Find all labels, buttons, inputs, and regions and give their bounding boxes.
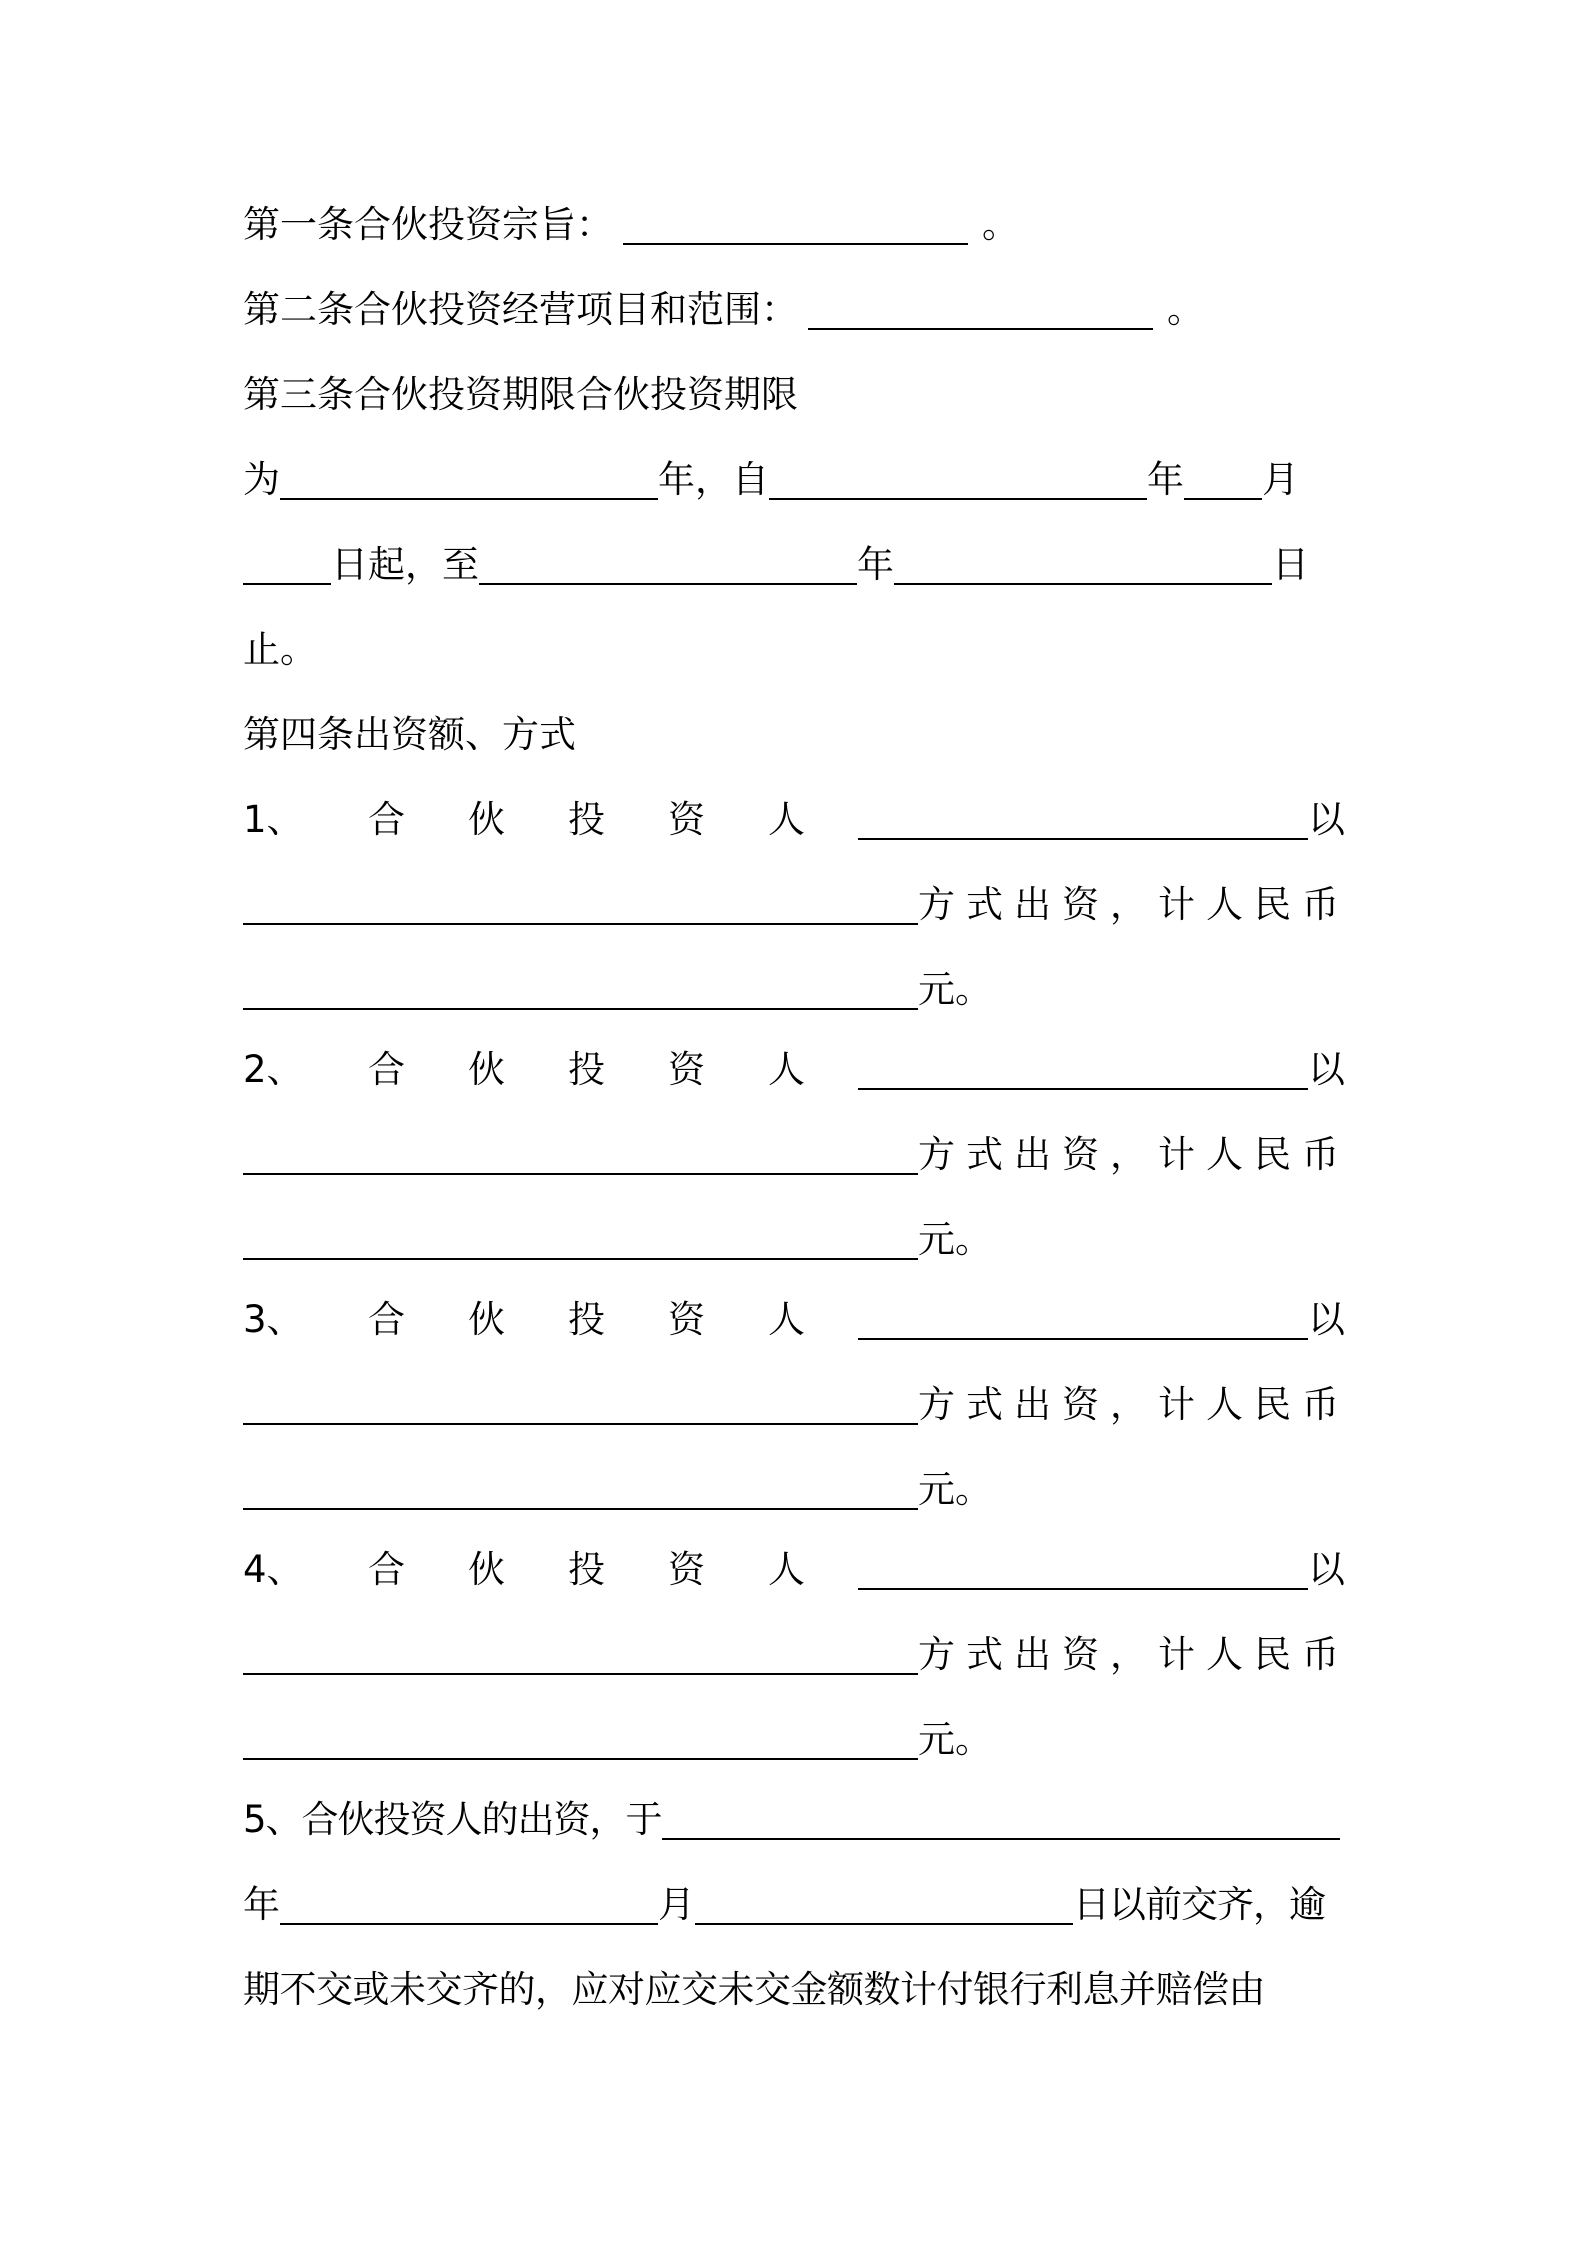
clause-3-line-4 [243, 620, 1353, 680]
clause-3-line-2 [243, 450, 1353, 510]
investor-4-line-1 [243, 1540, 1353, 1600]
investor-3-yuan: 元。 [918, 1468, 992, 1511]
investor-2-with: 以 [1308, 1048, 1345, 1091]
clause-1-blank [623, 203, 968, 245]
clause-1-line [243, 195, 1353, 255]
investor-2-char-2: 伙 [468, 1048, 505, 1091]
investor-3-method-text: 方式出资，计人民币 [918, 1383, 1350, 1426]
investor-1-name-blank [858, 798, 1308, 840]
investor-1-method-blank [243, 883, 918, 925]
investor-2-char-1: 合 [368, 1048, 405, 1091]
clause-4-title [243, 705, 1353, 765]
item-5-day-text: 日以前交齐，逾 [1073, 1883, 1325, 1926]
investor-1-method-text: 方式出资，计人民币 [918, 883, 1350, 926]
clause-2-end: 。 [1167, 288, 1204, 331]
item-5-month: 月 [658, 1883, 695, 1926]
item-5-date-blank [662, 1798, 1340, 1840]
clause-2-label: 第二条合伙投资经营项目和范围： [243, 288, 798, 331]
investor-3-char-3: 投 [568, 1298, 605, 1341]
investor-1-amount-blank [243, 968, 918, 1010]
investor-1-char-5: 人 [768, 798, 805, 841]
item-5-penalty-text: 期不交或未交齐的，应对应交未交金额数计付银行利息并赔偿由 [243, 1968, 1265, 2011]
investor-3-amount-blank [243, 1468, 918, 1510]
investor-4-char-5: 人 [768, 1548, 805, 1591]
investor-3-line-2 [243, 1375, 1353, 1435]
investor-4-char-1: 合 [368, 1548, 405, 1591]
clause-2-blank [808, 288, 1153, 330]
clause-2-line [243, 280, 1353, 340]
investor-3-char-1: 合 [368, 1298, 405, 1341]
investor-4-line-3 [243, 1710, 1353, 1770]
investor-1-char-1: 合 [368, 798, 405, 841]
clause-3-end-year-blank [479, 543, 857, 585]
investor-4-line-2 [243, 1625, 1353, 1685]
investor-2-line-2 [243, 1125, 1353, 1185]
clause-3-start-year-blank [769, 458, 1147, 500]
item-5-line-1 [243, 1790, 1353, 1850]
investor-4-char-2: 伙 [468, 1548, 505, 1591]
clause-3-line-3 [243, 535, 1353, 595]
clause-1-end: 。 [982, 203, 1019, 246]
item-5-month-blank [695, 1883, 1073, 1925]
investor-3-with: 以 [1308, 1298, 1345, 1341]
investor-3-method-blank [243, 1383, 918, 1425]
investor-3-char-5: 人 [768, 1298, 805, 1341]
investor-4-char-4: 资 [668, 1548, 705, 1591]
investor-2-line-1 [243, 1040, 1353, 1100]
investor-1-line-1 [243, 790, 1353, 850]
item-5-label: 5、合伙投资人的出资，于 [243, 1798, 662, 1841]
investor-4-with: 以 [1308, 1548, 1345, 1591]
investor-2-yuan: 元。 [918, 1218, 992, 1261]
investor-1-char-2: 伙 [468, 798, 505, 841]
investor-3-line-3 [243, 1460, 1353, 1520]
item-5-line-3 [243, 1960, 1353, 2020]
clause-3-day-until: 日起，至 [331, 543, 479, 586]
investor-1-with: 以 [1308, 798, 1345, 841]
investor-1-yuan: 元。 [918, 968, 992, 1011]
investor-1-line-2 [243, 875, 1353, 935]
investor-1-line-3 [243, 960, 1353, 1020]
investor-1-char-4: 资 [668, 798, 705, 841]
clause-3-start-day-blank [243, 543, 331, 585]
investor-2-number: 2、 [243, 1048, 304, 1091]
investor-2-char-4: 资 [668, 1048, 705, 1091]
clause-3-label: 第三条合伙投资期限合伙投资期限 [243, 373, 798, 416]
investor-4-yuan: 元。 [918, 1718, 992, 1761]
clause-3-start-month-blank [1184, 458, 1262, 500]
investor-4-name-blank [858, 1548, 1308, 1590]
item-5-year: 年 [243, 1883, 280, 1926]
investor-3-number: 3、 [243, 1298, 304, 1341]
investor-2-char-3: 投 [568, 1048, 605, 1091]
investor-2-name-blank [858, 1048, 1308, 1090]
clause-3-year: 年 [1147, 458, 1184, 501]
investor-4-number: 4、 [243, 1548, 304, 1591]
clause-3-title [243, 365, 1353, 425]
investor-2-method-text: 方式出资，计人民币 [918, 1133, 1350, 1176]
clause-3-end-day: 日 [1272, 543, 1309, 586]
clause-3-year-from: 年，自 [658, 458, 769, 501]
investor-2-method-blank [243, 1133, 918, 1175]
clause-3-for: 为 [243, 458, 280, 501]
investor-1-number: 1、 [243, 798, 304, 841]
item-5-line-2 [243, 1875, 1353, 1935]
clause-3-end-year: 年 [857, 543, 894, 586]
investor-3-line-1 [243, 1290, 1353, 1350]
clause-1-label: 第一条合伙投资宗旨： [243, 203, 613, 246]
investor-3-char-2: 伙 [468, 1298, 505, 1341]
investor-4-char-3: 投 [568, 1548, 605, 1591]
clause-3-end-day-blank [894, 543, 1272, 585]
investor-4-method-text: 方式出资，计人民币 [918, 1633, 1350, 1676]
investor-2-char-5: 人 [768, 1048, 805, 1091]
investor-2-amount-blank [243, 1218, 918, 1260]
investor-3-name-blank [858, 1298, 1308, 1340]
investor-4-method-blank [243, 1633, 918, 1675]
investor-2-line-3 [243, 1210, 1353, 1270]
clause-3-years-blank [280, 458, 658, 500]
investor-1-char-3: 投 [568, 798, 605, 841]
clause-4-label: 第四条出资额、方式 [243, 713, 576, 756]
investor-4-amount-blank [243, 1718, 918, 1760]
investor-3-char-4: 资 [668, 1298, 705, 1341]
item-5-year-blank [280, 1883, 658, 1925]
clause-3-month: 月 [1262, 458, 1299, 501]
clause-3-stop: 止。 [243, 628, 317, 671]
